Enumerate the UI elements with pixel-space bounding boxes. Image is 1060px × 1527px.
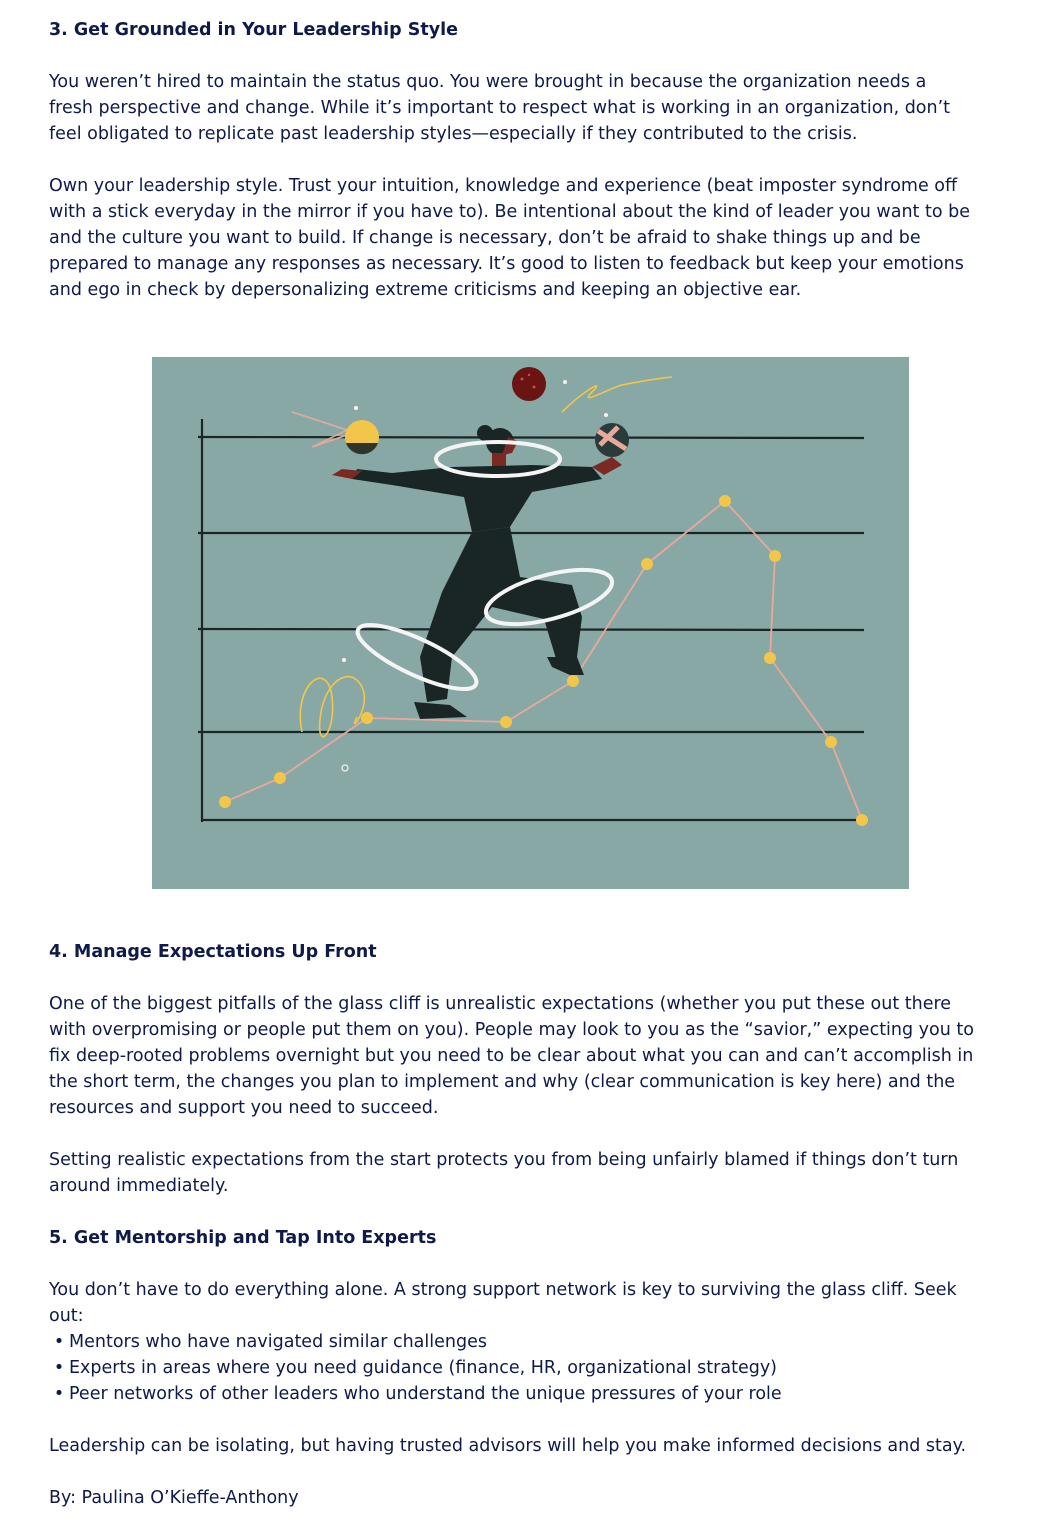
section-3-paragraph-2: Own your leadership style. Trust your intuition, knowledge and experience (beat imposter syndrome off with a stick everyday in the mirror if you have to). Be intentional about the kind of leader you want to be and the culture you want to build. If change is necessary, don’t be afraid to shake things up and be prepared to manage any responses as necessary. It’s good to listen to feedback but keep your emotions and ego in check by depersonalizing extreme criticisms and keeping an objective ear. <box>49 176 970 300</box>
support-network-list <box>49 1329 1019 1407</box>
byline: By: Paulina O’Kieffe-Anthony <box>49 1488 299 1508</box>
section-4-paragraph-2: Setting realistic expectations from the start protects you from being unfairly blamed if things don’t turn around immediately. <box>49 1150 959 1196</box>
juggling-leader-illustration <box>152 357 909 889</box>
section-4-heading: 4. Manage Expectations Up Front <box>49 942 377 962</box>
section-5-heading: 5. Get Mentorship and Tap Into Experts <box>49 1228 437 1248</box>
list-item: • Mentors who have navigated similar challenges <box>49 1329 1019 1355</box>
red-planet <box>512 367 546 401</box>
list-item: • Experts in areas where you need guidance (finance, HR, organizational strategy) <box>49 1355 1019 1381</box>
section-3-paragraph-1: You weren’t hired to maintain the status quo. You were brought in because the organization needs a fresh perspective and change. While it’s important to respect what is working in an organization, don’t feel obligated to replicate past leadership styles—especially if they contributed to the crisis. <box>49 72 951 144</box>
illustration-svg <box>152 357 909 889</box>
section-4-paragraph-1: One of the biggest pitfalls of the glass cliff is unrealistic expectations (whether you put these out there with overpromising or people put them on you). People may look to you as the “savior,” expecting you to fix deep-rooted problems overnight but you need to be clear about what you can and can’t accomplish in the short term, the changes you plan to implement and why (clear communication is key here) and the resources and support you need to succeed. <box>49 994 974 1118</box>
bullet-icon: • <box>53 1332 65 1352</box>
section-3-heading: 3. Get Grounded in Your Leadership Style <box>49 20 458 40</box>
list-item: • Peer networks of other leaders who understand the unique pressures of your role <box>49 1381 1019 1407</box>
section-5-paragraph-2: Leadership can be isolating, but having trusted advisors will help you make informed decisions and stay. <box>49 1436 967 1456</box>
section-5-paragraph-1: You don’t have to do everything alone. A strong support network is key to surviving the glass cliff. Seek out: <box>49 1280 957 1326</box>
bullet-icon: • <box>53 1384 65 1404</box>
bullet-icon: • <box>53 1358 65 1378</box>
